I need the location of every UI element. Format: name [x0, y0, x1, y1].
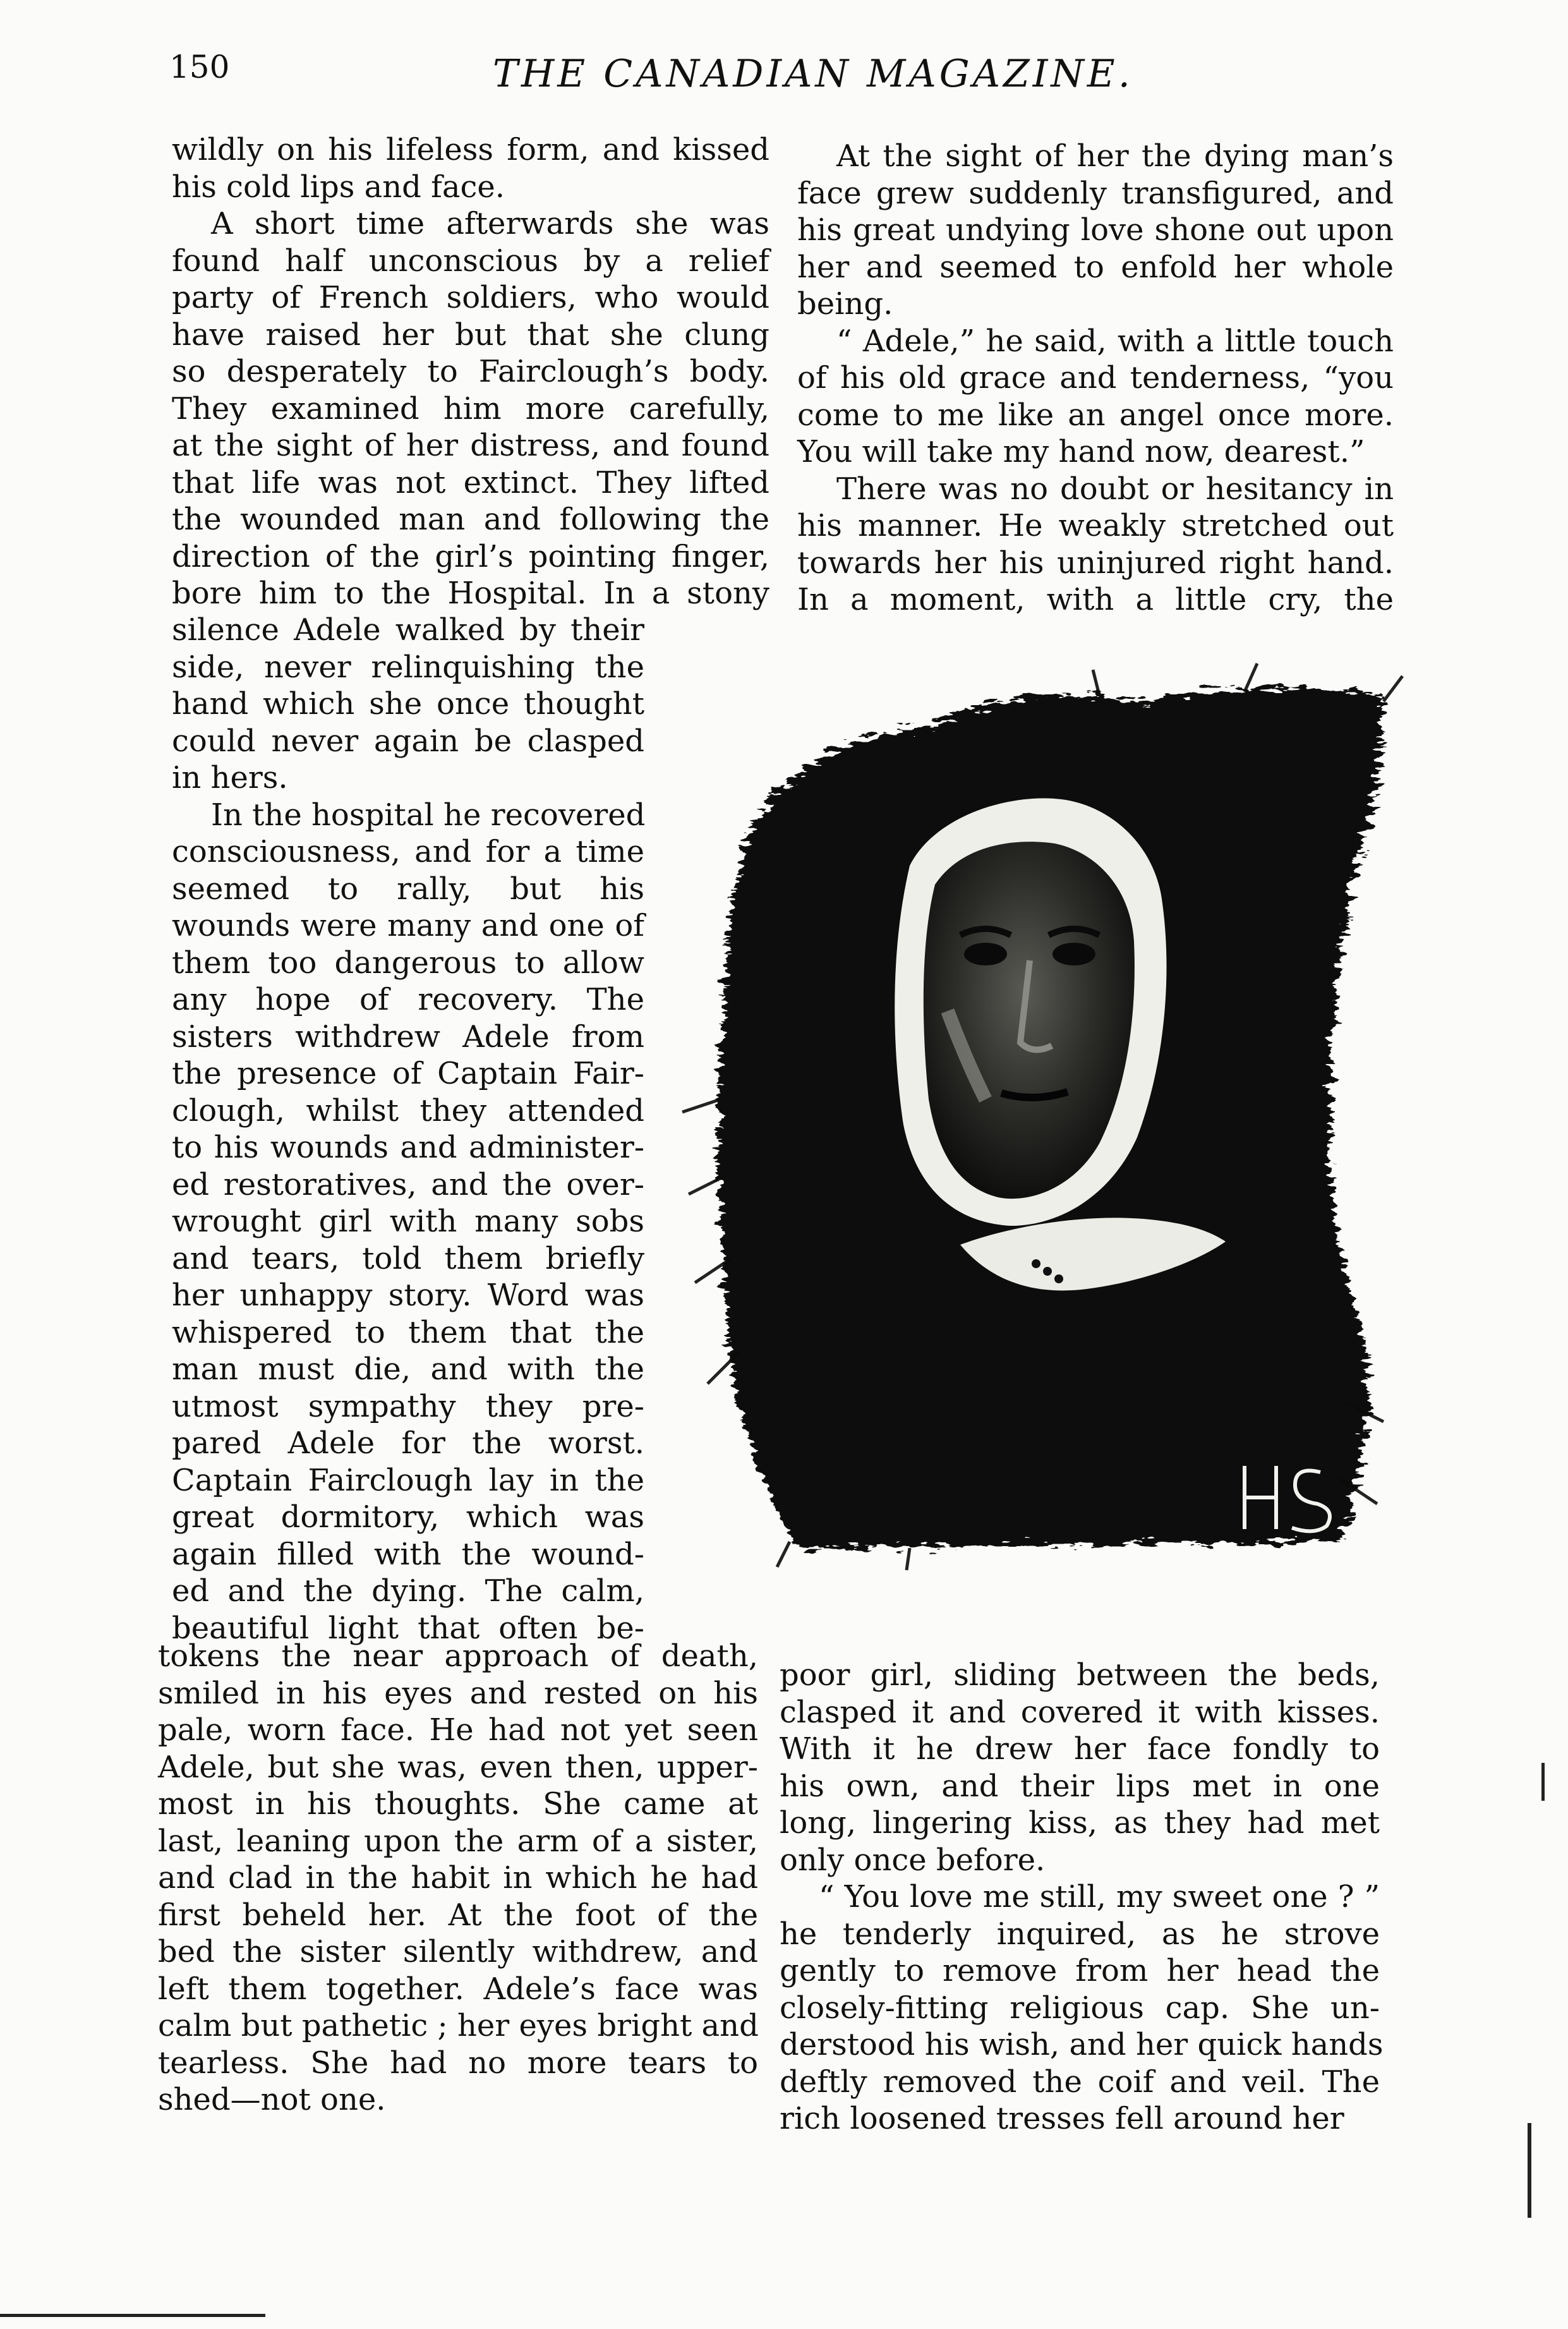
- text-line: ed restoratives, and the over-: [172, 1166, 644, 1202]
- text-line: In a moment, with a little cry, the: [797, 582, 1394, 617]
- text-line: pared Adele for the worst.: [172, 1425, 644, 1461]
- right-column-top-text: [797, 138, 1394, 619]
- text-line: At the sight of her the dying man’s: [836, 138, 1394, 174]
- text-line: Adele, but she was, even then, upper-: [158, 1749, 758, 1785]
- text-line: clough, whilst they attended: [172, 1092, 644, 1128]
- text-line: beautiful light that often be-: [172, 1610, 644, 1646]
- text-line: In the hospital he recovered: [211, 797, 646, 833]
- text-line: and clad in the habit in which he had: [158, 1860, 758, 1896]
- text-line: rich loosened tresses fell around her: [780, 2101, 1344, 2136]
- text-line: of his old grace and tenderness, “you: [797, 360, 1394, 396]
- text-line: so desperately to Fairclough’s body.: [172, 354, 769, 389]
- text-line: You will take my hand now, dearest.”: [797, 434, 1365, 469]
- text-line: to his wounds and administer-: [172, 1130, 644, 1165]
- text-line: wildly on his lifeless form, and kissed: [172, 132, 769, 167]
- text-line: Captain Fairclough lay in the: [172, 1462, 644, 1498]
- text-line: derstood his wish, and her quick hands: [780, 2027, 1384, 2062]
- text-line: her unhappy story. Word was: [172, 1278, 644, 1313]
- left-column-top-text: [172, 131, 769, 612]
- text-line: he tenderly inquired, as he strove: [780, 1916, 1380, 1952]
- right-eye: [1052, 943, 1095, 965]
- text-line: direction of the girl’s pointing finger,: [172, 538, 769, 574]
- text-line: long, lingering kiss, as they had met: [780, 1805, 1380, 1841]
- text-line: poor girl, sliding between the beds,: [780, 1657, 1380, 1693]
- text-line: them too dangerous to allow: [172, 945, 644, 981]
- text-line: seemed to rally, but his: [172, 871, 644, 907]
- text-line: again filled with the wound-: [172, 1536, 644, 1572]
- text-line: man must die, and with the: [172, 1352, 644, 1387]
- text-line: consciousness, and for a time: [172, 834, 644, 869]
- text-line: left them together. Adele’s face was: [158, 1971, 758, 2007]
- text-line: side, never relinquishing the: [172, 649, 644, 685]
- text-line: last, leaning upon the arm of a sister,: [158, 1823, 758, 1859]
- text-line: at the sight of her distress, and found: [172, 428, 769, 463]
- left-eye: [964, 943, 1007, 965]
- running-head: THE CANADIAN MAGAZINE.: [493, 52, 1133, 96]
- text-line: in hers.: [172, 760, 288, 795]
- text-line: shed—not one.: [158, 2082, 386, 2117]
- scan-edge-mark: [1528, 2123, 1531, 2218]
- text-line: any hope of recovery. The: [172, 982, 644, 1017]
- text-line: have raised her but that she clung: [172, 317, 769, 353]
- text-line: could never again be clasped: [172, 723, 644, 759]
- text-line: only once before.: [780, 1842, 1046, 1878]
- text-line: his great undying love shone out upon: [797, 212, 1394, 248]
- text-line: most in his thoughts. She came at: [158, 1786, 758, 1822]
- text-line: his cold lips and face.: [172, 169, 505, 205]
- left-column-narrow-text: [172, 612, 644, 1647]
- text-line: towards her his uninjured right hand.: [797, 545, 1394, 581]
- text-line: and tears, told them briefly: [172, 1240, 644, 1276]
- text-line: face grew suddenly transfigured, and: [797, 175, 1394, 211]
- text-line: There was no doubt or hesitancy in: [836, 471, 1394, 507]
- text-line: closely-fitting religious cap. She un-: [780, 1990, 1380, 2026]
- text-line: sisters withdrew Adele from: [172, 1019, 644, 1055]
- text-line: found half unconscious by a relief: [172, 243, 769, 279]
- text-line: clasped it and covered it with kisses.: [780, 1694, 1380, 1730]
- text-line: being.: [797, 286, 893, 322]
- page-number: 150: [169, 49, 230, 85]
- text-line: pale, worn face. He had not yet seen: [158, 1712, 758, 1748]
- nun-portrait-drawing: [657, 657, 1409, 1573]
- text-line: his own, and their lips met in one: [780, 1768, 1380, 1804]
- text-line: the wounded man and following the: [172, 502, 769, 537]
- text-line: bore him to the Hospital. In a stony: [172, 576, 769, 611]
- text-line: hand which she once thought: [172, 686, 644, 722]
- text-line: utmost sympathy they pre-: [172, 1388, 644, 1424]
- text-line: that life was not extinct. They lifted: [172, 464, 769, 500]
- text-line: bed the sister silently withdrew, and: [158, 1934, 758, 1969]
- text-line: deftly removed the coif and veil. The: [780, 2064, 1380, 2100]
- text-line: gently to remove from her head the: [780, 1953, 1380, 1988]
- text-line: party of French soldiers, who would: [172, 280, 769, 315]
- text-line: his manner. He weakly stretched out: [797, 508, 1394, 543]
- text-line: “ You love me still, my sweet one ? ”: [819, 1879, 1380, 1915]
- text-line: wounds were many and one of: [172, 908, 644, 943]
- text-line: tearless. She had no more tears to: [158, 2045, 758, 2081]
- scan-edge-mark: [1541, 1763, 1545, 1801]
- text-line: smiled in his eyes and rested on his: [158, 1675, 758, 1711]
- text-line: wrought girl with many sobs: [172, 1204, 644, 1239]
- text-line: With it he drew her face fondly to: [780, 1731, 1380, 1767]
- text-line: A short time afterwards she was: [211, 206, 769, 241]
- text-line: tokens the near approach of death,: [158, 1638, 758, 1674]
- right-column-bottom-text: [780, 1657, 1384, 2138]
- text-line: whispered to them that the: [172, 1314, 644, 1350]
- text-line: the presence of Captain Fair-: [172, 1056, 644, 1091]
- scan-edge-mark: [0, 2314, 265, 2317]
- text-line: ed and the dying. The calm,: [172, 1573, 644, 1609]
- text-line: silence Adele walked by their: [172, 612, 644, 648]
- nun-portrait-illustration: [657, 657, 1409, 1573]
- text-line: come to me like an angel once more.: [797, 397, 1394, 433]
- text-line: great dormitory, which was: [172, 1499, 644, 1535]
- text-line: They examined him more carefully,: [172, 390, 769, 426]
- left-column-bottom-text: [158, 1638, 758, 2119]
- text-line: “ Adele,” he said, with a little touch: [836, 323, 1394, 359]
- text-line: her and seemed to enfold her whole: [797, 249, 1394, 285]
- text-line: calm but pathetic ; her eyes bright and: [158, 2008, 759, 2043]
- text-line: first beheld her. At the foot of the: [158, 1897, 758, 1933]
